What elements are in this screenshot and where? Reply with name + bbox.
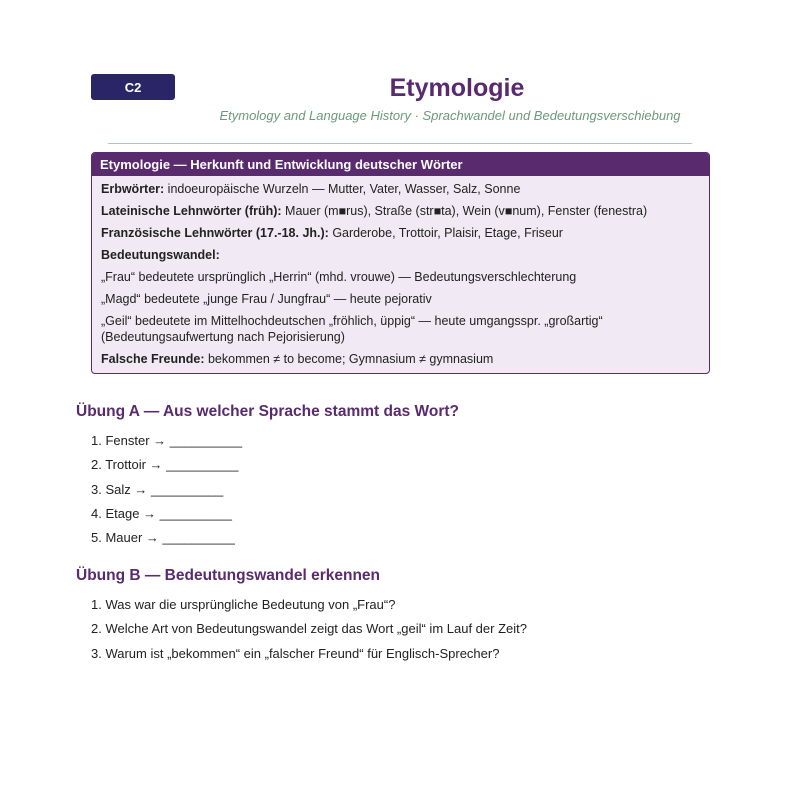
info-text: Mauer (m■rus), Straße (str■ta), Wein (v■num), Fenster (fenestra) [281,204,648,218]
exercise-a-item: 5. Mauer → __________ [91,530,235,546]
info-text: Garderobe, Trottoir, Plaisir, Etage, Friseur [328,226,563,240]
exercise-b-list [91,597,527,670]
info-box [91,152,710,374]
info-box-body [92,176,709,373]
exercise-a-item: 3. Salz → __________ [91,481,224,497]
page-title: Etymologie [389,74,525,102]
exercise-a-item: 4. Etage → __________ [91,505,232,521]
info-line-falsche-freunde [101,351,700,367]
exercise-b-item: 1. Was war die ursprüngliche Bedeutung von „Frau“? [91,597,396,612]
info-line-latein [101,203,700,219]
info-box-title: Etymologie — Herkunft und Entwicklung deutscher Wörter [92,153,709,176]
title-divider [108,143,692,144]
info-label: Falsche Freunde: [101,352,205,366]
info-label: Bedeutungswandel: [101,248,220,262]
exercise-a-item: 2. Trottoir → __________ [91,457,239,473]
info-label: Lateinische Lehnwörter (früh): [101,204,282,218]
info-line-franz [101,225,700,241]
exercise-b-item: 3. Warum ist „bekommen“ ein „falscher Freund“ für Englisch-Sprecher? [91,645,500,661]
exercise-a-item: 1. Fenster → __________ [91,433,243,448]
page-subtitle: Etymology and Language History · Sprachwandel und Bedeutungsverschiebung [219,108,681,123]
exercise-b-heading: Übung B — Bedeutungswandel erkennen [76,567,380,584]
exercise-a-list [91,433,242,554]
info-text: bekommen ≠ to become; Gymnasium ≠ gymnasium [204,352,494,366]
exercise-a-heading: Übung A — Aus welcher Sprache stammt das Wort? [76,403,459,420]
exercise-b-item: 2. Welche Art von Bedeutungswandel zeigt das Wort „geil“ im Lauf der Zeit? [91,621,527,637]
info-line-erbwoerter [101,181,700,197]
info-label: Erbwörter: [101,182,165,196]
info-example: „Frau“ bedeutete ursprünglich „Herrin“ (mhd. vrouwe) — Bedeutungsverschlechterung [101,270,577,284]
info-example: „Geil“ bedeutete im Mittelhochdeutschen „fröhlich, üppig“ — heute umgangsspr. „großartig“ (Bedeutungsaufwertung nach Pejorisierung) [101,314,603,344]
info-text: indoeuropäische Wurzeln — Mutter, Vater, Wasser, Salz, Sonne [164,182,521,196]
info-example: „Magd“ bedeutete „junge Frau / Jungfrau“ — heute pejorativ [101,292,432,306]
info-line-bedeutungswandel [101,247,700,263]
info-label: Französische Lehnwörter (17.-18. Jh.): [101,226,329,240]
level-badge: C2 [91,74,175,100]
